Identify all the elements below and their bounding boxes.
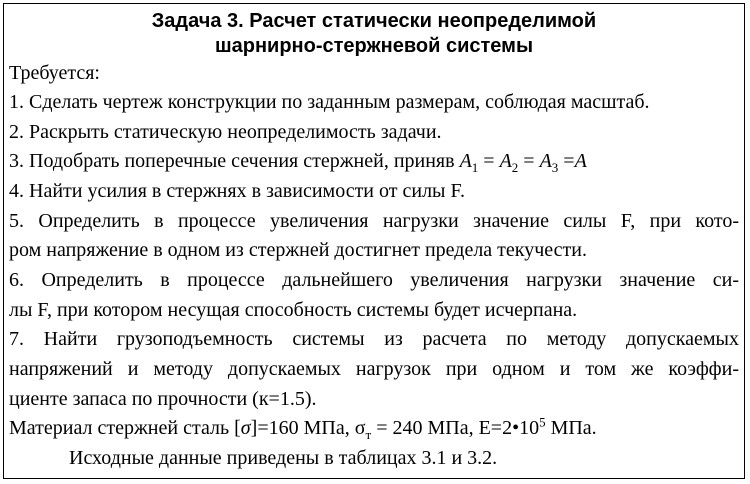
item-1: 1. Сделать чертеж конструкции по заданным размерам, соблюдая масштаб.	[9, 91, 650, 113]
item-7-line-1: 7. Найти грузоподъемность системы из расчета по методу допускаемых	[9, 328, 739, 350]
task-frame	[3, 3, 745, 479]
item-7-line-2: напряжений и методу допускаемых нагрузок при одном и том же коэффи-	[9, 358, 739, 380]
item-4: 4. Найти усилия в стержнях в зависимости от силы F.	[9, 180, 466, 202]
title-line-2: шарнирно-стержневой системы	[214, 35, 534, 57]
title-line-1: Задача 3. Расчет статически неопределимой	[151, 10, 597, 32]
item-3-formula: $A_1 = A_2 = A_3 =A$	[459, 150, 587, 175]
item-6-line-2: лы F, при котором несущая способность системы будет исчерпана.	[9, 299, 578, 321]
requires-label: Требуется:	[9, 62, 100, 84]
item-5-line-1: 5. Определить в процессе увеличения нагрузки значение силы F, при кото-	[9, 210, 739, 232]
item-3-text: 3. Подобрать поперечные сечения стержней, приняв	[9, 150, 460, 172]
item-3	[9, 148, 587, 175]
item-5-line-2: ром напряжение в одном из стержней достигнет предела текучести.	[9, 239, 587, 261]
item-2: 2. Раскрыть статическую неопределимость задачи.	[9, 121, 442, 143]
item-6-line-1: 6. Определить в процессе дальнейшего увеличения нагрузки значение си-	[9, 269, 739, 291]
material-line: Материал стержней сталь [σ]=160 МПа, $\sigma_т = 240$ МПа, $Е=2•10^5$ МПа.	[9, 414, 597, 442]
source-note: Исходные данные приведены в таблицах 3.1 и 3.2.	[69, 447, 498, 469]
item-7-line-3: циенте запаса по прочности (к=1.5).	[9, 388, 317, 410]
